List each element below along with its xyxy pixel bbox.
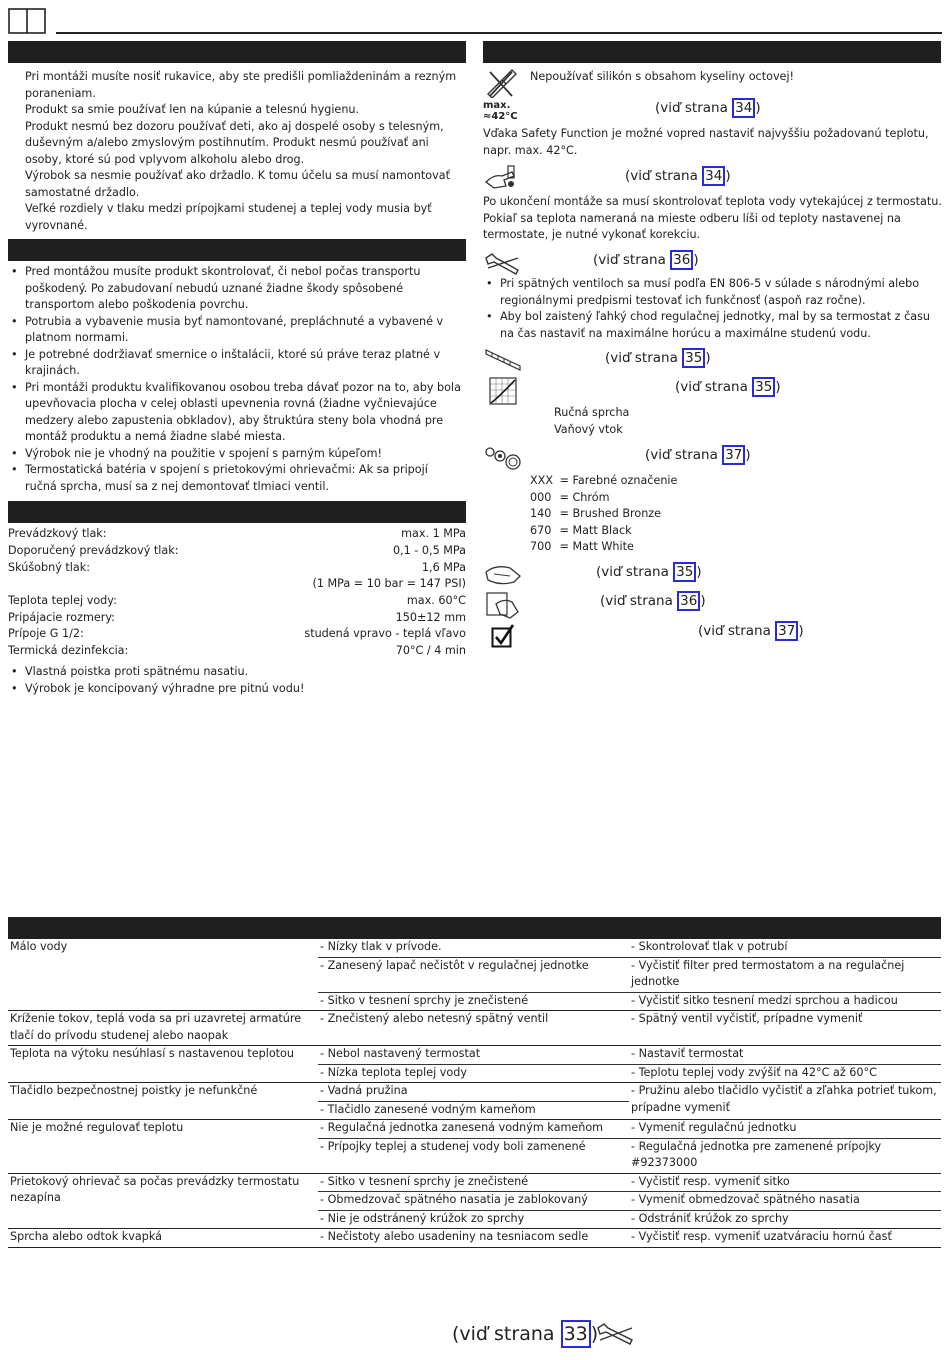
- flow-label: Vaňový vtok: [554, 422, 623, 436]
- page-ref: [675, 377, 781, 397]
- table-row: [8, 1120, 941, 1139]
- table-row: [8, 1229, 941, 1248]
- cause-cell: - Nízky tlak v prívode.: [320, 940, 442, 953]
- code-label: Brushed Bronze: [572, 507, 662, 520]
- wrench-icon: [484, 252, 522, 276]
- color-code-row: [530, 490, 677, 507]
- ref-prefix: (viď strana: [698, 623, 776, 639]
- hand-wall-icon: [486, 592, 520, 620]
- page-ref: [698, 621, 804, 641]
- spec-row: [8, 593, 466, 610]
- spec-key: Skúšobný tlak:: [8, 561, 90, 574]
- list-item: • Termostatická batéria v spojení s prietokovými ohrievačmi: Ak sa pripojí ručná sprcha, musí sa z nej demontovať tlmiaci ventil.: [9, 462, 461, 495]
- safety-line: Výrobok sa nesmie používať ako držadlo. K tomu účelu sa musí namontovať samostatné držadlo.: [25, 169, 450, 199]
- list-item: • Výrobok je koncipovaný výhradne pre pitnú vodu!: [9, 681, 461, 698]
- cause-cell: - Tlačidlo zanesené vodným kameňom: [318, 1101, 629, 1120]
- remedy-cell: - Nastaviť termostat: [629, 1046, 941, 1065]
- color-code-row: [530, 539, 677, 556]
- safety-line: Produkt sa smie používať len na kúpanie a telesnú hygienu.: [25, 103, 360, 116]
- problem-cell: Nie je možné regulovať teplotu: [8, 1120, 318, 1174]
- installation-list: [9, 264, 461, 495]
- remedy-cell: - Pružinu alebo tlačidlo vyčistiť a zľahka potrieť tukom, prípadne vymeniť: [629, 1083, 941, 1120]
- spec-value: max. 1 MPa: [401, 527, 466, 540]
- page-link[interactable]: 36: [677, 591, 700, 611]
- safety-line: Produkt nesmú bez dozoru používať deti, ako aj dospelé osoby s telesným, duševným a/alebo zmyslovým postihnutím. Produkt nesmú používať ani osoby, ktoré sú pod vplyvom alkoholu alebo drog.: [25, 119, 444, 166]
- cause-cell: - Nečistoty alebo usadeniny na tesniacom sedle: [318, 1229, 629, 1248]
- list-item: • Pri montáži produktu kvalifikovanou osobou treba dávať pozor na to, aby bola upevňovacia plocha v celej oblasti upevnenia rovná (žiadne vyčnievajúce medzery alebo zapustenia obkladov), aby štruktúra steny bola vhodná pre montáž produktu a nemá žiadne slabé miesta.: [9, 380, 461, 446]
- spec-value: 0,1 - 0,5 MPa: [392, 544, 466, 557]
- section-bar-right: [483, 41, 941, 63]
- list-item: • Vlastná poistka proti spätnému nasatiu.: [9, 664, 461, 681]
- remedy-cell: - Vymeniť regulačnú jednotku: [629, 1120, 941, 1139]
- safety-line: Pri montáži musíte nosiť rukavice, aby ste predišli pomliaždeninám a rezným poraneniam.: [25, 70, 457, 100]
- spec-value: (1 MPa = 10 bar = 147 PSI): [312, 577, 466, 590]
- problem-cell: Kríženie tokov, teplá voda sa pri uzavretej armatúre tlačí do prívodu studenej alebo naopak: [8, 1011, 318, 1046]
- section-bar-safety: [8, 41, 466, 63]
- header-rule: [56, 32, 942, 34]
- footer-ref: [452, 1320, 598, 1348]
- eq: =: [559, 474, 569, 487]
- list-item: • Je potrebné dodržiavať smernice o inštalácii, ktoré sú práve teraz platné v krajinách.: [9, 347, 461, 380]
- spec-value: 1,6 MPa: [421, 561, 466, 574]
- section-bar-specs: [8, 501, 466, 523]
- troubleshooting-table: [8, 939, 941, 1248]
- problem-cell: Teplota na výtoku nesúhlasí s nastavenou teplotou: [8, 1046, 318, 1083]
- color-code-row: [530, 523, 677, 540]
- specs-list: [9, 664, 461, 697]
- maintenance-list: [484, 276, 942, 342]
- ref-prefix: (viď strana: [605, 350, 683, 366]
- cause-cell: - Sitko v tesnení sprchy je znečistené: [318, 1173, 629, 1192]
- ref-suffix: ): [590, 1323, 599, 1345]
- cause-cell: - Nebol nastavený termostat: [318, 1046, 629, 1065]
- list-item: • Pred montážou musíte produkt skontrolovať, či nebol počas transportu poškodený. Po zabudovaní nebudú uznané žiadne škody spôsobené transportom alebo poškodenia povrchu.: [9, 264, 461, 314]
- spec-row: [8, 560, 466, 577]
- problem-cell: Málo vody: [10, 940, 68, 953]
- spec-row: [8, 576, 466, 593]
- eq: =: [559, 540, 569, 553]
- silicone-gun-icon: [484, 68, 520, 98]
- page-ref: [596, 562, 702, 582]
- color-codes: [530, 473, 677, 556]
- page-ref: [655, 98, 761, 118]
- remedy-cell: - Vyčistiť filter pred termostatom a na regulačnej jednotke: [629, 957, 941, 992]
- table-row: [8, 1083, 941, 1102]
- eq: =: [559, 523, 569, 537]
- spec-key: Doporučený prevádzkový tlak:: [8, 544, 179, 557]
- problem-cell: Prietokový ohrievač sa počas prevádzky termostatu nezapína: [8, 1173, 318, 1229]
- remedy-cell: - Vyčistiť sitko tesnení medzi sprchou a hadicou: [629, 992, 941, 1011]
- page-link[interactable]: 35: [673, 562, 696, 582]
- ref-prefix: (viď strana: [675, 379, 753, 395]
- ref-suffix: ): [755, 100, 761, 116]
- code-label: Farebné označenie: [572, 474, 678, 487]
- max-label: max.: [483, 100, 511, 111]
- page-link[interactable]: 34: [702, 166, 725, 186]
- spec-value: 150±12 mm: [395, 611, 466, 624]
- code: 670: [530, 523, 552, 537]
- spec-row: [8, 543, 466, 560]
- remedy-cell: - Vyčistiť resp. vymeniť sitko: [629, 1173, 941, 1192]
- cleaning-hand-icon: [484, 562, 522, 588]
- list-item: • Pri spätných ventiloch sa musí podľa EN 806-5 v súlade s národnými alebo regionálnymi predpismi testovať ich funkčnosť (aspoň raz ročne).: [484, 276, 942, 309]
- page-link[interactable]: 37: [775, 621, 798, 641]
- table-row: [8, 939, 941, 957]
- ref-suffix: ): [745, 447, 751, 463]
- page-ref: [605, 348, 711, 368]
- table-row: [8, 1046, 941, 1065]
- spec-row: [8, 526, 466, 543]
- cause-cell: - Vadná pružina: [318, 1083, 629, 1102]
- spec-key: Prevádzkový tlak:: [8, 527, 107, 540]
- safety-function-text: Vďaka Safety Function je možné vopred nastaviť najvyššiu požadovanú teplotu, napr. max. 42°C.: [483, 127, 929, 157]
- problem-cell: Tlačidlo bezpečnostnej poistky je nefunkčné: [8, 1083, 318, 1120]
- ref-suffix: ): [696, 564, 702, 580]
- spec-row: [8, 626, 466, 643]
- code: XXX: [530, 474, 553, 487]
- max-temp-label: ≈42°C: [483, 111, 518, 122]
- page-link[interactable]: 34: [732, 98, 755, 118]
- remedy-cell: - Vymeniť obmedzovač spätného nasatia: [629, 1192, 941, 1211]
- spec-value: max. 60°C: [406, 594, 466, 607]
- remedy-cell: - Teplotu teplej vody zvýšiť na 42°C až 60°C: [629, 1064, 941, 1083]
- flow-labels: [554, 405, 629, 438]
- remedy-cell: - Odstrániť krúžok zo sprchy: [629, 1210, 941, 1229]
- checkbox-icon: [491, 624, 515, 648]
- spec-row: [8, 643, 466, 660]
- section-bar-installation: [8, 239, 466, 261]
- cause-cell: - Nízka teplota teplej vody: [318, 1064, 629, 1083]
- remedy-cell: - Vyčistiť resp. vymeniť uzatváraciu hornú časť: [629, 1229, 941, 1248]
- cause-cell: - Sitko v tesnení sprchy je znečistené: [318, 992, 629, 1011]
- parts-icon: [484, 444, 522, 472]
- ruler-icon: [484, 348, 522, 372]
- ref-suffix: ): [693, 252, 699, 268]
- table-row: [8, 1011, 941, 1046]
- page-link[interactable]: 33: [561, 1320, 591, 1348]
- cause-cell: - Zanesený lapač nečistôt v regulačnej jednotke: [318, 957, 629, 992]
- color-code-row: [530, 473, 677, 490]
- ref-suffix: ): [798, 623, 804, 639]
- spec-key: Termická dezinfekcia:: [8, 644, 129, 657]
- remedy-cell: - Spätný ventil vyčistiť, prípadne vymeniť: [629, 1011, 941, 1046]
- eq: =: [559, 507, 569, 520]
- ref-suffix: ): [725, 168, 731, 184]
- page-ref: [625, 166, 731, 186]
- ref-prefix: (viď strana: [600, 593, 678, 609]
- table-row: [8, 1173, 941, 1192]
- remedy-cell: - Regulačná jednotka pre zamenené prípojky #92373000: [629, 1138, 941, 1173]
- ref-prefix: (viď strana: [645, 447, 723, 463]
- wrench-icon: [596, 1322, 636, 1346]
- page-ref: [600, 591, 706, 611]
- code: 000: [530, 490, 552, 504]
- page-ref: [593, 250, 699, 270]
- ref-suffix: ): [705, 350, 711, 366]
- remedy-cell: - Skontrolovať tlak v potrubí: [631, 940, 788, 953]
- eq: =: [559, 490, 569, 504]
- cause-cell: - Obmedzovač spätného nasatia je zablokovaný: [318, 1192, 629, 1211]
- safety-line: Veľké rozdiely v tlaku medzi prípojkami studenej a teplej vody musia byť vyrovnané.: [25, 202, 432, 232]
- ref-suffix: ): [775, 379, 781, 395]
- list-item: • Výrobok nie je vhodný na použitie v spojení s parným kúpeľom!: [9, 446, 461, 463]
- hand-thermometer-icon: [484, 164, 520, 192]
- ref-prefix: (viď strana: [452, 1323, 561, 1345]
- safety-text: [25, 69, 457, 234]
- cause-cell: - Prípojky teplej a studenej vody boli zamenené: [318, 1138, 629, 1173]
- code-label: Matt White: [572, 540, 634, 553]
- spec-value: studená vpravo - teplá vľavo: [304, 627, 466, 640]
- list-item: • Aby bol zaistený ľahký chod regulačnej jednotky, mal by sa termostat z času na čas nastaviť na maximálne horúcu a maximálne studenú vodu.: [484, 309, 942, 342]
- cause-cell: - Nie je odstránený krúžok zo sprchy: [318, 1210, 629, 1229]
- silicone-warning: Nepoužívať silikón s obsahom kyseliny octovej!: [530, 70, 795, 83]
- ref-prefix: (viď strana: [596, 564, 674, 580]
- flow-diagram-icon: [489, 377, 517, 405]
- flow-label: Ručná sprcha: [554, 406, 630, 419]
- ref-prefix: (viď strana: [655, 100, 733, 116]
- problem-cell: Sprcha alebo odtok kvapká: [8, 1229, 318, 1248]
- code: 140: [530, 507, 552, 520]
- spec-value: 70°C / 4 min: [395, 644, 466, 657]
- max-temp-icon: [483, 100, 527, 122]
- ref-prefix: (viď strana: [593, 252, 671, 268]
- cause-cell: - Regulačná jednotka zanesená vodným kameňom: [318, 1120, 629, 1139]
- ref-prefix: (viď strana: [625, 168, 703, 184]
- section-bar-trouble: [8, 917, 941, 939]
- page-link[interactable]: 35: [682, 348, 705, 368]
- book-icon: [8, 8, 46, 34]
- spec-row: [8, 610, 466, 627]
- page-ref: [645, 445, 751, 465]
- cause-cell: - Znečistený alebo netesný spätný ventil: [318, 1011, 629, 1046]
- code-label: Chróm: [572, 490, 610, 504]
- color-code-row: [530, 506, 677, 523]
- spec-key: Prípoje G 1/2:: [8, 627, 84, 640]
- code-label: Matt Black: [572, 523, 632, 537]
- spec-key: Pripájacie rozmery:: [8, 611, 115, 624]
- page-link[interactable]: 35: [752, 377, 775, 397]
- page-link[interactable]: 36: [670, 250, 693, 270]
- ref-suffix: ): [700, 593, 706, 609]
- adjust-text: Po ukončení montáže sa musí skontrolovať teplota vody vytekajúcej z termostatu. Pokiaľ sa teplota nameraná na mieste odberu líši od teploty nastavenej na termostate, je nutné vykonať korekciu.: [483, 195, 942, 241]
- page-link[interactable]: 37: [722, 445, 745, 465]
- code: 700: [530, 540, 552, 553]
- spec-key: Teplota teplej vody:: [8, 594, 117, 607]
- list-item: • Potrubia a vybavenie musia byť namontované, prepláchnuté a vybavené v platnom normami.: [9, 314, 461, 347]
